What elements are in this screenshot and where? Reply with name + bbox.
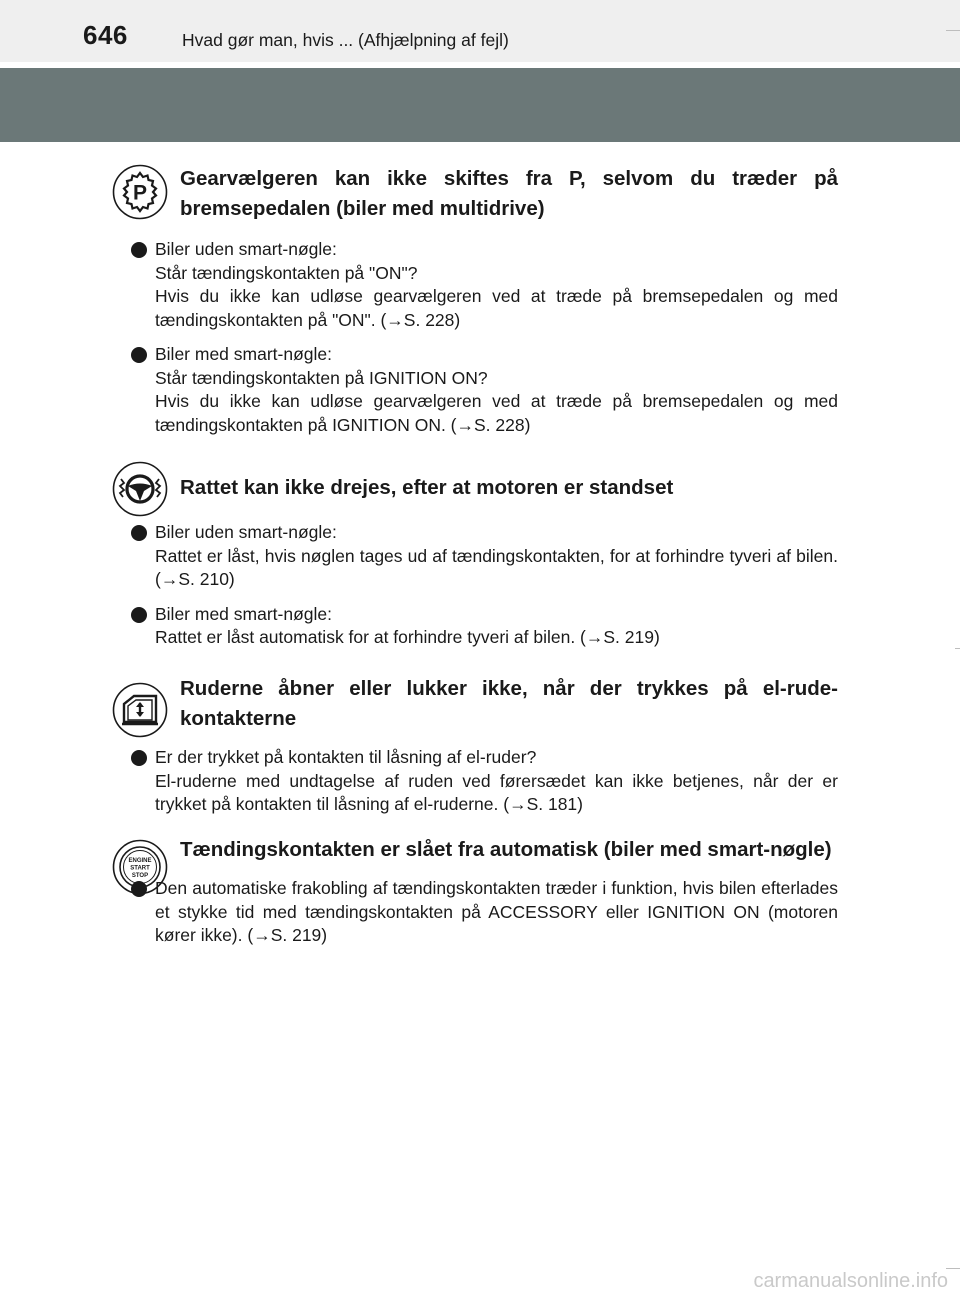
list-item [112, 521, 838, 592]
section-steering-wheel [112, 461, 838, 661]
section-title: Rattet kan ikke drejes, efter at motoren er standset [180, 476, 674, 499]
bullet-icon [131, 347, 147, 363]
section-title: Tændingskontakten er slået fra automatisk (biler med smart-nøgle) [180, 838, 832, 861]
gear-p-label: P [132, 181, 148, 205]
steering-wheel-icon [112, 461, 168, 517]
engine-label: ENGINE [128, 858, 152, 864]
list-item [112, 343, 838, 437]
bullet-icon [131, 607, 147, 623]
stop-label: STOP [131, 873, 149, 879]
section-gear-selector [112, 164, 838, 448]
list-item [112, 238, 838, 332]
item-line: Rattet er låst, hvis nøglen tages ud af tændingskontakten, for at forhindre tyveri af bilen. (→S. 210) [155, 545, 838, 589]
item-line: Står tændingskontakten på IGNITION ON? [155, 367, 488, 388]
list-item [112, 746, 838, 817]
bullet-icon [131, 525, 147, 541]
bullet-icon [131, 881, 147, 897]
page-header [0, 0, 960, 62]
item-line: Biler med smart-nøgle: [155, 344, 332, 364]
section-power-windows [112, 674, 838, 828]
section-title: Ruderne åbner eller lukker ikke, når der trykkes på el-rude-kontakterne [180, 677, 838, 730]
section-ignition-off [112, 835, 838, 959]
item-line: Biler med smart-nøgle: [155, 603, 332, 624]
watermark: carmanualsonline.info [753, 1270, 948, 1292]
item-line: Rattet er låst automatisk for at forhindre tyveri af bilen. (→S. 219) [155, 627, 660, 647]
item-line: El-ruderne med undtagelse af ruden ved førersædet kan ikke betjenes, når der er trykket på kontakten til låsning af el-ruderne. (→S. 181) [155, 770, 838, 814]
crop-mark [955, 648, 960, 649]
list-item [112, 877, 838, 948]
bullet-icon [131, 750, 147, 766]
section-title: Gearvælgeren kan ikke skiftes fra P, selvom du træder på bremsepedalen (biler med multidrive) [180, 167, 838, 220]
item-line: Den automatiske frakobling af tændingskontakten træder i funktion, hvis bilen efterlades et stykke tid med tændingskontakten på ACCESSORY eller IGNITION ON (motoren kører ikke). (→S. 219) [155, 878, 838, 945]
item-line: Hvis du ikke kan udløse gearvælgeren ved at træde på bremsepedalen og med tændingskontakten på "ON". (→S. 228) [155, 286, 838, 330]
item-line: Hvis du ikke kan udløse gearvælgeren ved at træde på bremsepedalen og med tændingskontakten på IGNITION ON. (→S. 228) [155, 391, 838, 435]
chapter-title: Hvad gør man, hvis ... (Afhjælpning af fejl) [182, 30, 509, 50]
list-item [112, 603, 838, 650]
bullet-icon [131, 242, 147, 258]
crop-mark [946, 1268, 960, 1269]
start-label: START [130, 865, 150, 872]
item-line: Er der trykket på kontakten til låsning af el-ruder? [155, 747, 537, 767]
item-line: Biler uden smart-nøgle: [155, 522, 337, 542]
section-band [0, 68, 960, 142]
item-line: Står tændingskontakten på "ON"? [155, 262, 418, 283]
gear-shift-p-icon [112, 164, 168, 220]
power-window-icon [112, 682, 168, 738]
item-line: Biler uden smart-nøgle: [155, 239, 337, 259]
page-number: 646 [83, 20, 128, 50]
crop-mark [946, 30, 960, 31]
